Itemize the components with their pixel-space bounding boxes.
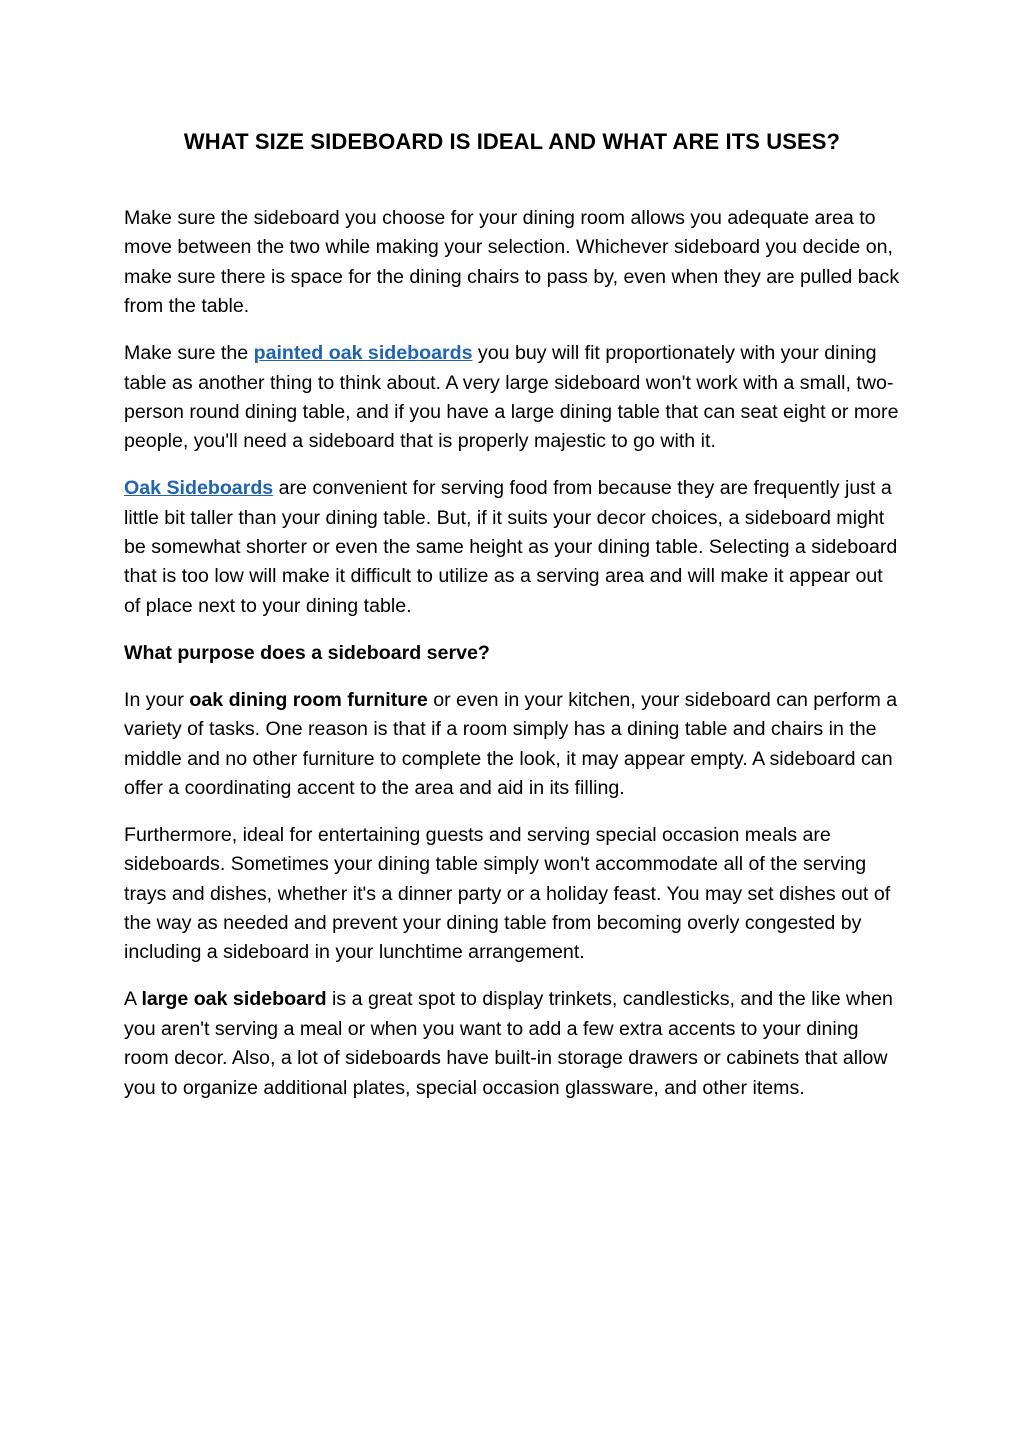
- paragraph-6-lead: A: [124, 988, 142, 1011]
- paragraph-4-rest: or even in your kitchen, your sideboard can perform a variety of tasks. One reason is that if a room simply has a dining table and chairs in the middle and no other furniture to complete the look, it may appear empty. A sideboard can offer a coordinating accent to the area and aid in its filling.: [124, 688, 898, 799]
- section-subheading: What purpose does a sideboard serve?: [124, 641, 490, 664]
- paragraph-6: [124, 985, 902, 1103]
- paragraph-3: [124, 474, 902, 621]
- paragraph-2-rest: you buy will fit proportionately with your dining table as another thing to think about. A very large sideboard won't work with a small, two-person round dining table, and if you have a large dining table that can seat eight or more people, you'll need a sideboard that is properly majestic to go with it.: [124, 342, 899, 453]
- paragraph-2: [124, 339, 902, 457]
- painted-oak-sideboards-link[interactable]: painted oak sideboards: [253, 342, 473, 365]
- paragraph-6-bold-term: large oak sideboard: [141, 988, 327, 1011]
- article-body: [124, 204, 902, 1120]
- paragraph-6-rest: is a great spot to display trinkets, candlesticks, and the like when you aren't serving a meal or when you want to add a few extra accents to your dining room decor. Also, a lot of sideboards have built-in storage drawers or cabinets that allow you to organize additional plates, special occasion glassware, and other items.: [124, 988, 893, 1099]
- paragraph-5: Furthermore, ideal for entertaining guests and serving special occasion meals are sideboards. Sometimes your dining table simply won't accommodate all of the serving trays and dishes, whether it's a dinner party or a holiday feast. You may set dishes out of the way as needed and prevent your dining table from becoming overly congested by including a sideboard in your lunchtime arrangement.: [124, 823, 891, 964]
- paragraph-4-bold-term: oak dining room furniture: [189, 688, 428, 711]
- oak-sideboards-link[interactable]: Oak Sideboards: [124, 477, 274, 500]
- paragraph-1: Make sure the sideboard you choose for your dining room allows you adequate area to move between the two while making your selection. Whichever sideboard you decide on, make sure there is space for the dining chairs to pass by, even when they are pulled back from the table.: [124, 207, 900, 318]
- paragraph-2-lead: Make sure the: [124, 342, 254, 365]
- paragraph-3-rest: are convenient for serving food from because they are frequently just a little bit taller than your dining table. But, if it suits your decor choices, a sideboard might be somewhat shorter or even the same height as your dining table. Selecting a sideboard that is too low will make it difficult to utilize as a serving area and will make it appear out of place next to your dining table.: [124, 477, 898, 617]
- page-title: WHAT SIZE SIDEBOARD IS IDEAL AND WHAT ARE ITS USES?: [183, 129, 841, 154]
- paragraph-4: [124, 686, 902, 804]
- paragraph-4-lead: In your: [124, 688, 190, 711]
